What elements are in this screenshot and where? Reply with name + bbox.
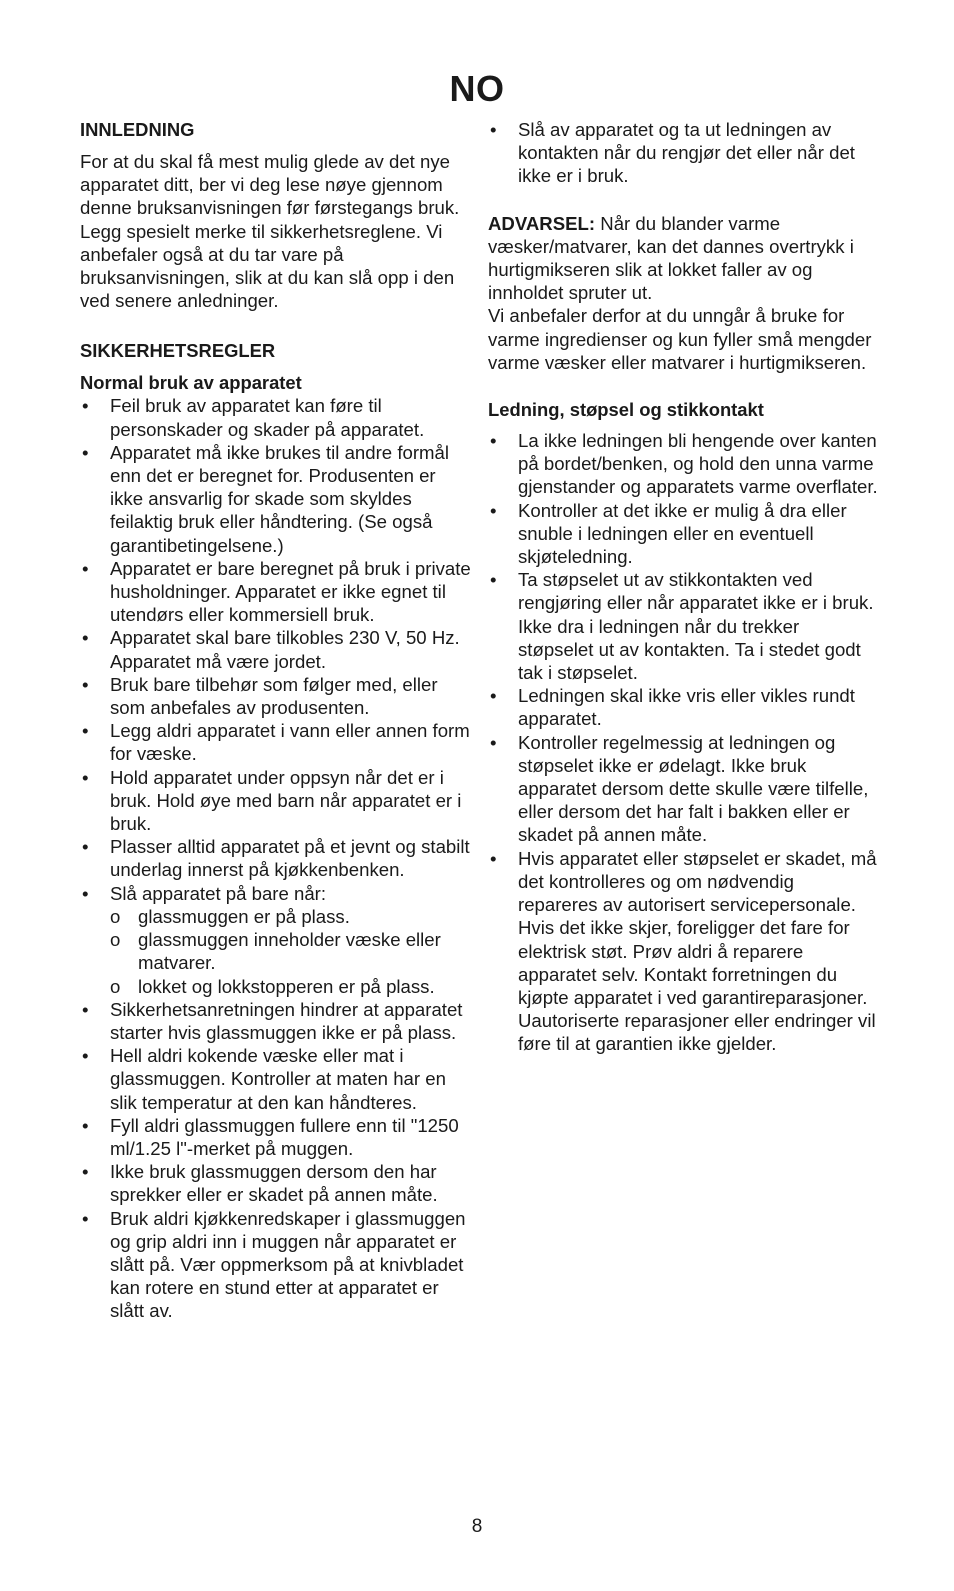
warning-text: Når du blander varme væsker/matvarer, kan det dannes overtrykk i hurtigmikseren slik at lokket faller av og innholdet spruter ut. <box>488 212 854 304</box>
list-item: • Fyll aldri glassmuggen fullere enn til "1250 ml/1.25 l"-merket på muggen. <box>80 1114 472 1160</box>
safety-heading: SIKKERHETSREGLER <box>80 340 276 362</box>
list-item: • Ta støpselet ut av stikkontakten ved rengjøring eller når apparatet ikke er i bruk. Ikke dra i ledningen når du trekker støpselet ut av kontakten. Ta i stedet godt tak i støpselet. <box>488 568 878 684</box>
sub-list-item: o glassmuggen inneholder væske eller matvarer. <box>110 928 472 974</box>
list-item: • Legg aldri apparatet i vann eller annen form for væske. <box>80 719 472 765</box>
intro-heading: INNLEDNING <box>80 119 195 140</box>
sub-list <box>110 905 472 998</box>
list-item: • Kontroller at det ikke er mulig å dra eller snuble i ledningen eller en eventuell skjøteledning. <box>488 499 878 569</box>
list-item: • Kontroller regelmessig at ledningen og støpselet ikke er ødelagt. Ikke bruk apparatet dersom dette skulle være tilfelle, eller dersom det har falt i bakken eller er skadet på annen måte. <box>488 731 878 847</box>
sub-list-item: o lokket og lokkstopperen er på plass. <box>110 975 472 998</box>
right-column <box>488 118 878 1056</box>
list-item: • Ledningen skal ikke vris eller vikles rundt apparatet. <box>488 684 878 730</box>
list-item-with-sublist <box>80 882 472 998</box>
left-column <box>80 118 472 1323</box>
list-item: • Apparatet er bare beregnet på bruk i private husholdninger. Apparatet er ikke egnet til utendørs eller kommersiell bruk. <box>80 557 472 627</box>
list-item-text: Slå apparatet på bare når: <box>110 882 327 904</box>
sub-list-item: o glassmuggen er på plass. <box>110 905 472 928</box>
safety-list <box>80 394 472 1322</box>
list-item: • Sikkerhetsanretningen hindrer at apparatet starter hvis glassmuggen ikke er på plass. <box>80 998 472 1044</box>
intro-paragraph: For at du skal få mest mulig glede av det nye apparatet ditt, ber vi deg lese nøye gjennom denne bruksanvisningen før førstegangs bruk. Legg spesielt merke til sikkerhetsreglene. Vi anbefaler også at du tar vare på bruksanvisningen, slik at du kan slå opp i den ved senere anledninger. <box>80 151 460 312</box>
cord-heading: Ledning, støpsel og stikkontakt <box>488 399 764 421</box>
list-item: • Hell aldri kokende væske eller mat i glassmuggen. Kontroller at maten har en slik temperatur at den kan håndteres. <box>80 1044 472 1114</box>
page-number: 8 <box>471 1516 483 1537</box>
top-list <box>488 118 878 188</box>
warning-label: ADVARSEL: <box>488 212 596 234</box>
warning-paragraph-2: Vi anbefaler derfor at du unngår å bruke for varme ingredienser og kun fyller små mengder varme væsker eller matvarer i hurtigmikseren. <box>488 305 872 373</box>
list-item: • Hvis apparatet eller støpselet er skadet, må det kontrolleres og om nødvendig repareres av autorisert servicepersonale. Hvis det ikke skjer, foreligger det fare for elektrisk støt. Prøv aldri å reparere apparatet selv. Kontakt forretningen du kjøpte apparatet i ved garantireparasjoner. Uautoriserte reparasjoner eller endringer vil føre til at garantien ikke gjelder. <box>488 847 878 1056</box>
list-item: • Feil bruk av apparatet kan føre til personskader og skader på apparatet. <box>80 394 472 440</box>
list-item: • La ikke ledningen bli hengende over kanten på bordet/benken, og hold den unna varme gjenstander og apparatets varme overflater. <box>488 429 878 499</box>
list-item: • Bruk bare tilbehør som følger med, eller som anbefales av produsenten. <box>80 673 472 719</box>
list-item: • Bruk aldri kjøkkenredskaper i glassmuggen og grip aldri inn i muggen når apparatet er slått på. Vær oppmerksom på at knivbladet kan rotere en stund etter at apparatet er slått av. <box>80 1207 472 1323</box>
list-item: • Plasser alltid apparatet på et jevnt og stabilt underlag innerst på kjøkkenbenken. <box>80 835 472 881</box>
list-item: • Ikke bruk glassmuggen dersom den har sprekker eller er skadet på annen måte. <box>80 1160 472 1206</box>
list-item: • Apparatet skal bare tilkobles 230 V, 50 Hz. Apparatet må være jordet. <box>80 626 472 672</box>
list-item: • Hold apparatet under oppsyn når det er i bruk. Hold øye med barn når apparatet er i bruk. <box>80 766 472 836</box>
list-item: • Apparatet må ikke brukes til andre formål enn det er beregnet for. Produsenten er ikke ansvarlig for skade som skyldes feilaktig bruk eller håndtering. (Se også garantibetingelsene.) <box>80 441 472 557</box>
normal-use-heading: Normal bruk av apparatet <box>80 372 302 394</box>
cord-list <box>488 429 878 1055</box>
warning-paragraph <box>488 212 878 305</box>
list-item: • Slå av apparatet og ta ut ledningen av kontakten når du rengjør det eller når det ikke er i bruk. <box>488 118 878 188</box>
page-language-code: NO <box>449 68 505 109</box>
